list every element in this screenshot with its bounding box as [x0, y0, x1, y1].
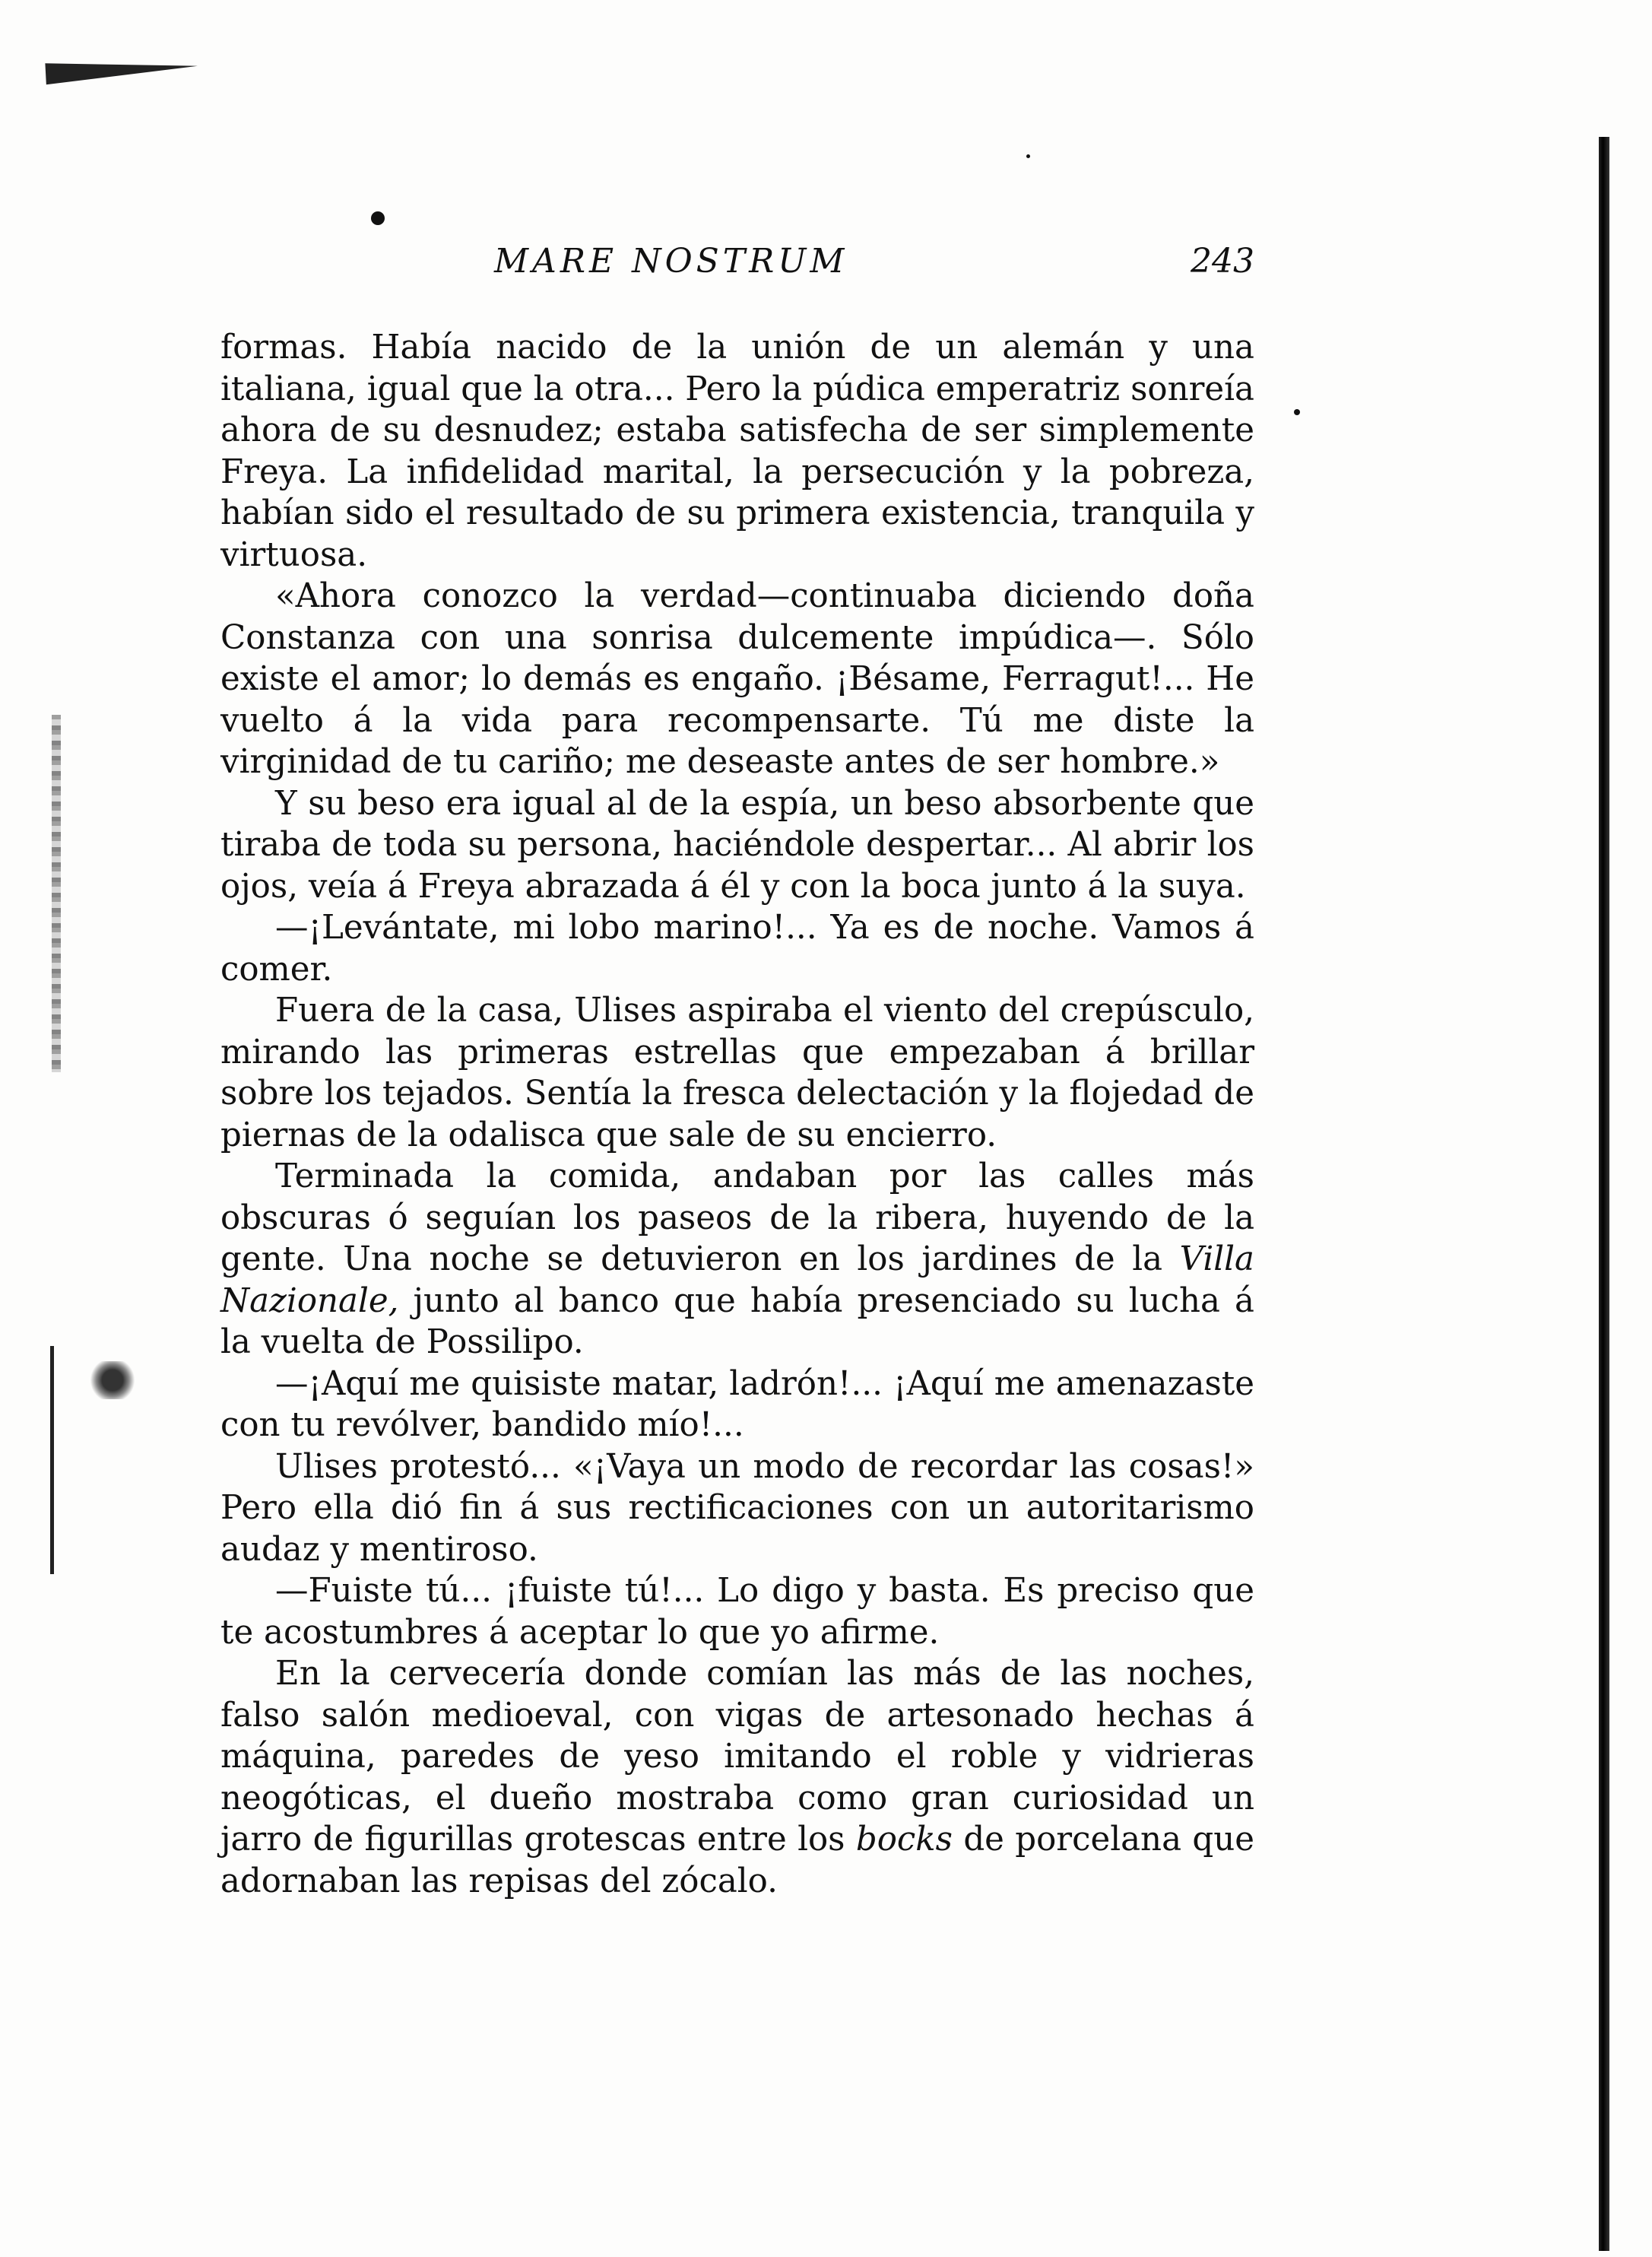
paragraph-text: Terminada la comida, andaban por las calles más obscuras ó seguían los paseos de la ribera, huyendo de la gente. Una noche se detuvieron en los jardines de la	[220, 1157, 1254, 1278]
italic-word: bocks	[855, 1821, 953, 1859]
scan-artifact-line	[50, 1346, 54, 1574]
paragraph: Fuera de la casa, Ulises aspiraba el viento del crepúsculo, mirando las primeras estrellas que empezaban á brillar sobre los tejados. Sentía la fresca delectación y la flojedad de piernas de la odalisca que sale de su encierro.	[220, 992, 1254, 1154]
running-head	[220, 242, 1254, 287]
paragraph: «Ahora conozco la verdad—continuaba diciendo doña Constanza con una sonrisa dulcemente impúdica—. Sólo existe el amor; lo demás es engaño. ¡Bésame, Ferragut!... He vuelto á la vida para recompensarte. Tú me diste la virginidad de tu cariño; me deseaste antes de ser hombre.»	[220, 577, 1254, 781]
paragraph-text: de porcelana que adornaban las repisas del zócalo.	[220, 1821, 1254, 1900]
paragraph: formas. Había nacido de la unión de un alemán y una italiana, igual que la otra... Pero la púdica emperatriz sonreía ahora de su desnudez; estaba satisfecha de ser simplemente Freya. La infidelidad marital, la persecución y la pobreza, habían sido el resultado de su primera existencia, tranquila y virtuosa.	[220, 329, 1254, 574]
body-text	[220, 327, 1254, 1902]
ink-blot	[90, 1361, 135, 1399]
paragraph: —¡Levántate, mi lobo marino!... Ya es de noche. Vamos á comer.	[220, 909, 1254, 989]
paragraph	[220, 1653, 1254, 1902]
paragraph-text: En la cervecería donde comían las más de las noches, falso salón medioeval, con vigas de artesonado hechas á máquina, paredes de yeso imitando el roble y vidrieras neogóticas, el dueño mostraba como gran curiosidad un jarro de figurillas grotescas entre los	[220, 1655, 1254, 1859]
paragraph-text: junto al banco que había presenciado su lucha á la vuelta de Possilipo.	[220, 1281, 1254, 1361]
italic-place-name: Villa Nazionale,	[220, 1240, 1254, 1320]
paragraph: —¡Aquí me quisiste matar, ladrón!... ¡Aquí me amenazaste con tu revólver, bandido mío!...	[220, 1364, 1254, 1444]
page-edge-shadow	[1599, 137, 1609, 2251]
paragraph: —Fuiste tú... ¡fuiste tú!... Lo digo y basta. Es preciso que te acostumbres á aceptar lo que yo afirme.	[220, 1572, 1254, 1652]
scan-artifact-smudge	[52, 715, 61, 1072]
ink-dot	[1026, 154, 1030, 158]
paragraph	[220, 1156, 1254, 1363]
ink-dot	[1294, 409, 1300, 415]
paragraph: Y su beso era igual al de la espía, un beso absorbente que tiraba de toda su persona, haciéndole despertar... Al abrir los ojos, veía á Freya abrazada á él y con la boca junto á la suya.	[220, 784, 1254, 906]
scan-artifact-wedge	[45, 56, 198, 84]
ink-dot	[371, 211, 385, 225]
paragraph: Ulises protestó... «¡Vaya un modo de recordar las cosas!» Pero ella dió fin á sus rectificaciones con un autoritarismo audaz y mentiroso.	[220, 1447, 1254, 1569]
running-title: MARE NOSTRUM	[494, 242, 848, 281]
page-number: 243	[1191, 242, 1254, 281]
